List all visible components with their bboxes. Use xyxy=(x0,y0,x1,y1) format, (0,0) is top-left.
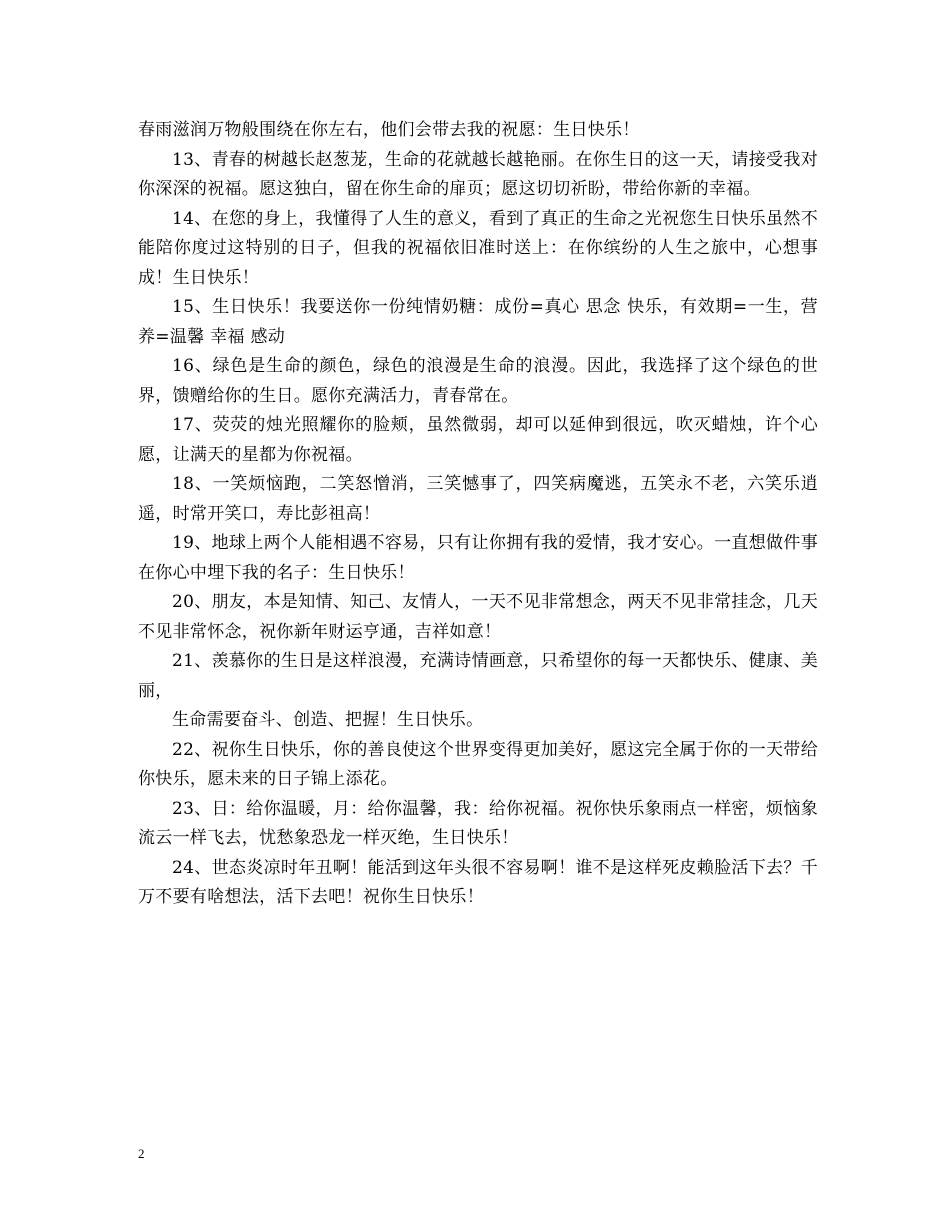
document-body xyxy=(138,116,818,913)
paragraph-17: 17、荧荧的烛光照耀你的脸颊，虽然微弱，却可以延伸到很远，吹灭蜡烛，许个心愿，让满天的星都为你祝福。 xyxy=(138,415,818,465)
paragraph-21: 21、羡慕你的生日是这样浪漫，充满诗情画意，只希望你的每一天都快乐、健康、美丽， xyxy=(138,651,818,701)
paragraph-21-continued: 生命需要奋斗、创造、把握！生日快乐。 xyxy=(172,710,484,730)
paragraph-23: 23、日：给你温暖，月：给你温馨，我：给你祝福。祝你快乐象雨点一样密，烦恼象流云一样飞去，忧愁象恐龙一样灭绝，生日快乐！ xyxy=(138,798,818,848)
page-number: 2 xyxy=(138,1146,145,1161)
paragraph-19: 19、地球上两个人能相遇不容易，只有让你拥有我的爱情，我才安心。一直想做件事在你心中埋下我的名子：生日快乐！ xyxy=(138,533,818,583)
paragraph-18: 18、一笑烦恼跑，二笑怒憎消，三笑憾事了，四笑病魔逃，五笑永不老，六笑乐逍遥，时常开笑口，寿比彭祖高！ xyxy=(138,474,818,524)
paragraph-22: 22、祝你生日快乐，你的善良使这个世界变得更加美好，愿这完全属于你的一天带给你快乐，愿未来的日子锦上添花。 xyxy=(138,739,818,789)
paragraph-14: 14、在您的身上，我懂得了人生的意义，看到了真正的生命之光祝您生日快乐虽然不能陪你度过这特别的日子，但我的祝福依旧准时送上：在你缤纷的人生之旅中，心想事成！生日快乐！ xyxy=(138,208,818,288)
paragraph-16: 16、绿色是生命的颜色，绿色的浪漫是生命的浪漫。因此，我选择了这个绿色的世界，馈赠给你的生日。愿你充满活力，青春常在。 xyxy=(138,356,818,406)
paragraph-24: 24、世态炎凉时年丑啊！能活到这年头很不容易啊！谁不是这样死皮赖脸活下去？千万不要有啥想法，活下去吧！祝你生日快乐！ xyxy=(138,857,818,907)
paragraph-13: 13、青春的树越长赵葱茏，生命的花就越长越艳丽。在你生日的这一天，请接受我对你深深的祝福。愿这独白，留在你生命的扉页；愿这切切祈盼，带给你新的幸福。 xyxy=(138,149,818,199)
paragraph-20: 20、朋友，本是知情、知己、友情人，一天不见非常想念，两天不见非常挂念，几天不见非常怀念，祝你新年财运亨通，吉祥如意！ xyxy=(138,592,818,642)
paragraph-continuation: 春雨滋润万物般围绕在你左右，他们会带去我的祝愿：生日快乐！ xyxy=(138,120,640,140)
paragraph-15: 15、生日快乐！我要送你一份纯情奶糖：成份=真心 思念 快乐，有效期=一生，营养=温馨 幸福 感动 xyxy=(138,297,818,347)
